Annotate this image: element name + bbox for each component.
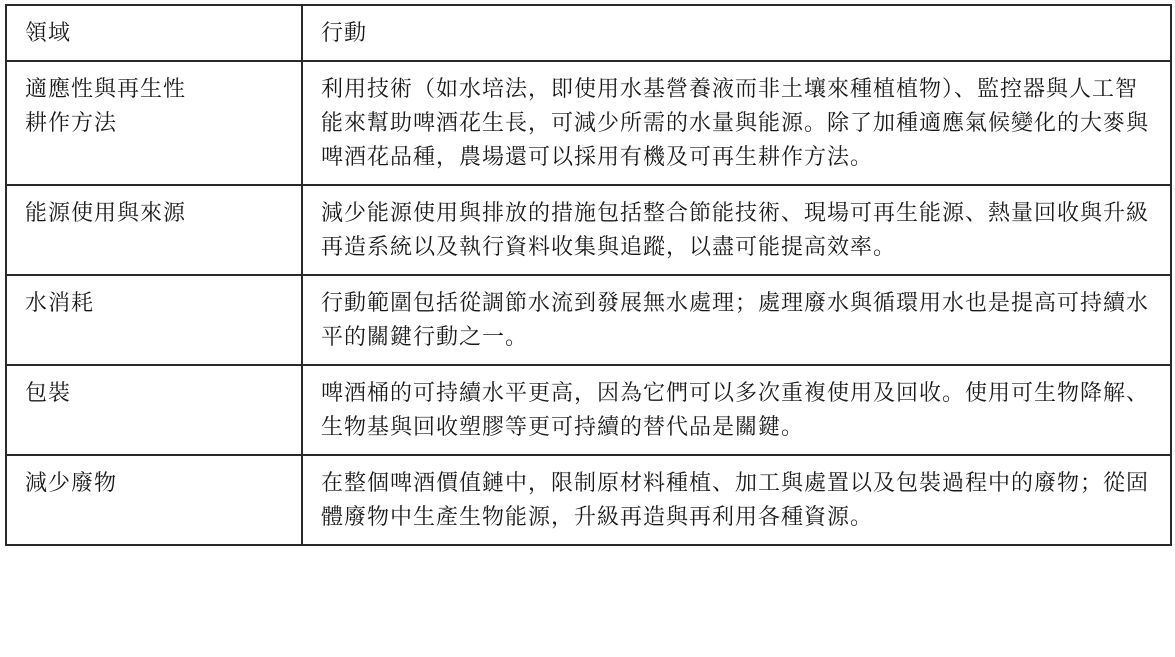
domain-action-table <box>5 4 1172 546</box>
table-row <box>6 365 1171 455</box>
domain-cell: 能源使用與來源 <box>6 185 302 275</box>
action-cell: 減少能源使用與排放的措施包括整合節能技術、現場可再生能源、熱量回收與升級再造系統以及執行資料收集與追蹤，以盡可能提高效率。 <box>302 185 1171 275</box>
table-header-row <box>6 5 1171 61</box>
action-cell: 啤酒桶的可持續水平更高，因為它們可以多次重複使用及回收。使用可生物降解、生物基與回收塑膠等更可持續的替代品是關鍵。 <box>302 365 1171 455</box>
header-action: 行動 <box>302 5 1171 61</box>
domain-cell: 減少廢物 <box>6 455 302 545</box>
action-cell: 行動範圍包括從調節水流到發展無水處理；處理廢水與循環用水也是提高可持續水平的關鍵行動之一。 <box>302 275 1171 365</box>
action-cell: 在整個啤酒價值鏈中，限制原材料種植、加工與處置以及包裝過程中的廢物；從固體廢物中生產生物能源，升級再造與再利用各種資源。 <box>302 455 1171 545</box>
domain-line: 適應性與再生性 <box>25 77 187 102</box>
domain-cell: 包裝 <box>6 365 302 455</box>
table-row <box>6 61 1171 185</box>
action-cell: 利用技術（如水培法，即使用水基營養液而非土壤來種植植物）、監控器與人工智能來幫助啤酒花生長，可減少所需的水量與能源。除了加種適應氣候變化的大麥與啤酒花品種，農場還可以採用有機及可再生耕作方法。 <box>302 61 1171 185</box>
domain-cell: 水消耗 <box>6 275 302 365</box>
table-row <box>6 455 1171 545</box>
table-row <box>6 185 1171 275</box>
domain-cell <box>6 61 302 185</box>
domain-line: 耕作方法 <box>25 111 118 136</box>
table-row <box>6 275 1171 365</box>
header-domain: 領域 <box>6 5 302 61</box>
